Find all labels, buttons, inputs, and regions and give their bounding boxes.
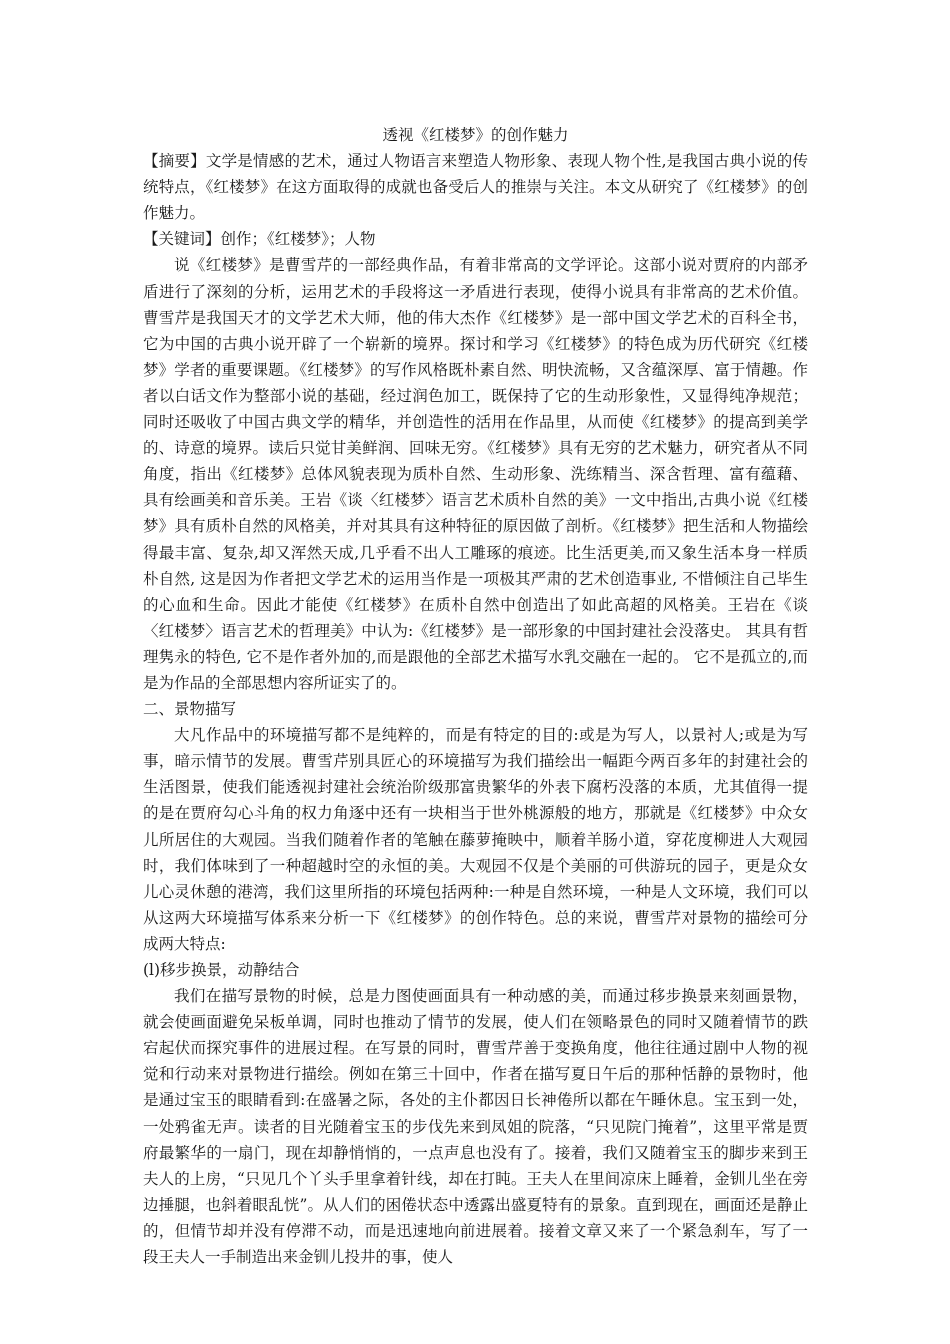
document-page: [143, 122, 808, 1270]
keywords-line: 【关键词】创作；《红楼梦》；人物: [143, 230, 376, 249]
document-title: 透视《红楼梦》的创作魅力: [382, 126, 569, 144]
abstract-paragraph: 【摘要】文学是情感的艺术，通过人物语言来塑造人物形象、表现人物个性,是我国古典小说的传统特点，《红楼梦》在这方面取得的成就也备受后人的推崇与关注。本文从研究了《红楼梦》的创作魅力。: [143, 152, 808, 223]
body-paragraph-1: 说《红楼梦》是曹雪芹的一部经典作品，有着非常高的文学评论。这部小说对贾府的内部矛盾进行了深刻的分析，运用艺术的手段将这一矛盾进行表现，使得小说具有非常高的艺术价值。曹雪芹是我国天才的文学艺术大师，他的伟大杰作《红楼梦》是一部中国文学艺术的百科全书，它为中国的古典小说开辟了一个崭新的境界。探讨和学习《红楼梦》的特色成为历代研究《红楼梦》学者的重要课题。《红楼梦》的写作风格既朴素自然、明快流畅，又含蕴深厚、富于情趣。作者以白话文作为整部小说的基础，经过润色加工，既保持了它的生动形象性，又显得纯净规范；同时还吸收了中国古典文学的精华，并创造性的活用在作品里，从而使《红楼梦》的提高到美学的、诗意的境界。读后只觉甘美鲜润、回味无穷。《红楼梦》具有无穷的艺术魅力，研究者从不同角度，指出《红楼梦》总体风貌表现为质朴自然、生动形象、洗练精当、深含哲理、富有蕴藉、具有绘画美和音乐美。王岩《谈〈红楼梦〉语言艺术质朴自然的美》一文中指出,古典小说《红楼梦》具有质朴自然的风格美，并对其具有这种特征的原因做了剖析。《红楼梦》把生活和人物描绘得最丰富、复杂,却又浑然天成,几乎看不出人工雕琢的痕迹。比生活更美,而又象生活本身一样质朴自然, 这是因为作者把文学艺术的运用当作是一项极其严肃的艺术创造事业, 不惜倾注自己毕生的心血和生命。因此才能使《红楼梦》在质朴自然中创造出了如此高超的风格美。王岩在《谈〈红楼梦〉语言艺术的哲理美》中认为:《红楼梦》是一部形象的中国封建社会没落史。 其具有哲理隽永的特色, 它不是作者外加的,而是跟他的全部艺术描写水乳交融在一起的。 它不是孤立的,而是为作品的全部思想内容所证实了的。: [143, 256, 808, 692]
body-paragraph-3: 我们在描写景物的时候，总是力图使画面具有一种动感的美，而通过移步换景来刻画景物，就会使画面避免呆板单调，同时也推动了情节的发展，使人们在领略景色的同时又随着情节的跌宕起伏而探究事件的进展过程。在写景的同时，曹雪芹善于变换角度，他往往通过剧中人物的视觉和行动来对景物进行描绘。例如在第三十回中，作者在描写夏日午后的那种恬静的景物时，他是通过宝玉的眼睛看到:在盛暑之际，各处的主仆都因日长神倦所以都在午睡休息。宝玉到一处，一处鸦雀无声。读者的目光随着宝玉的步伐先来到凤姐的院落，“只见院门掩着”，这里平常是贾府最繁华的一扇门，现在却静悄悄的，一点声息也没有了。接着，我们又随着宝玉的脚步来到王夫人的上房，“只见几个丫头手里拿着针线，却在打盹。王夫人在里间凉床上睡着，金钏儿坐在旁边捶腿，也斜着眼乱恍”。从人们的困倦状态中透露出盛夏特有的景象。直到现在，画面还是静止的，但情节却并没有停滞不动，而是迅速地向前进展着。接着文章又来了一个紧急刹车，写了一段王夫人一手制造出来金钏儿投井的事，使人: [143, 987, 808, 1267]
body-paragraph-2: 大凡作品中的环境描写都不是纯粹的，而是有特定的目的:或是为写人，以景衬人;或是为写事，暗示情节的发展。曹雪芹别具匠心的环境描写为我们描绘出一幅距今两百多年的封建社会的生活图景，使我们能透视封建社会统治阶级那富贵繁华的外表下腐朽没落的本质，尤其值得一提的是在贾府勾心斗角的权力角逐中还有一块相当于世外桃源般的地方，那就是《红楼梦》中众女儿所居住的大观园。当我们随着作者的笔触在藤萝掩映中，顺着羊肠小道，穿花度柳进人大观园时，我们体味到了一种超越时空的永恒的美。大观园不仅是个美丽的可供游玩的园子，更是众女儿心灵休憩的港湾，我们这里所指的环境包括两种:一种是自然环境，一种是人文环境，我们可以从这两大环境描写体系来分析一下《红楼梦》的创作特色。总的来说，曹雪芹对景物的描绘可分成两大特点:: [143, 726, 808, 953]
section-heading: 二、景物描写: [143, 700, 237, 719]
sub-heading: (l)移步换景，动静结合: [143, 961, 300, 979]
